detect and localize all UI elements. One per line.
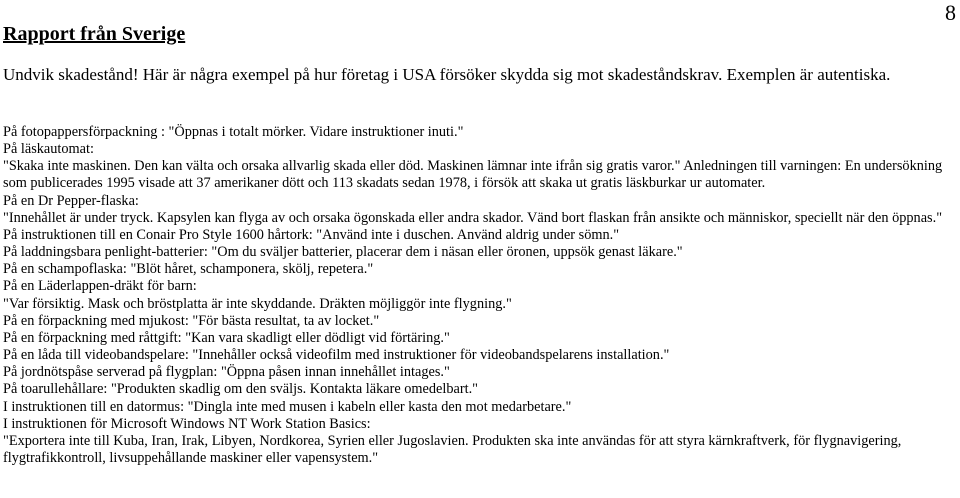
report-title: Rapport från Sverige [3, 23, 186, 45]
example-line: På läskautomat: [3, 141, 94, 158]
example-line: På en förpackning med mjukost: "För bästa resultat, ta av locket." [3, 312, 380, 329]
example-line: "Var försiktig. Mask och bröstplatta är inte skyddande. Dräkten möjliggör inte flygning." [3, 295, 512, 312]
example-line: "Exportera inte till Kuba, Iran, Irak, Libyen, Nordkorea, Syrien eller Jugoslavien. Produkten ska inte användas för att styra kärnkraftverk, för flygnavigering, flygtrafikkontroll, livsuppehållande maskiner eller vapensystem." [3, 432, 902, 466]
example-line: På en schampoflaska: "Blöt håret, schamponera, skölj, repetera." [3, 261, 374, 278]
example-line: "Innehållet är under tryck. Kapsylen kan flyga av och orsaka ögonskada eller andra skador. Vänd bort flaskan från ansikte och människor, speciellt när den öppnas." [3, 209, 943, 226]
example-line: På instruktionen till en Conair Pro Style 1600 hårtork: "Använd inte i duschen. Använd aldrig under sömn." [3, 226, 620, 243]
example-line: På en Dr Pepper-flaska: [3, 192, 139, 209]
examples-list [3, 124, 955, 467]
example-line: På laddningsbara penlight-batterier: "Om du sväljer batterier, placerar dem i näsan eller öronen, uppsök genast läkare." [3, 244, 683, 261]
intro-paragraph: Undvik skadestånd! Här är några exempel på hur företag i USA försöker skydda sig mot skadeståndskrav. Exemplen är autentiska. [3, 65, 891, 84]
example-line: På fotopappersförpackning : "Öppnas i totalt mörker. Vidare instruktioner inuti." [3, 124, 464, 140]
example-line: På toarullehållare: "Produkten skadlig om den sväljs. Kontakta läkare omedelbart." [3, 381, 478, 398]
example-line: I instruktionen till en datormus: "Dingla inte med musen i kabeln eller kasta den mot medarbetare." [3, 398, 572, 415]
example-line: På en låda till videobandspelare: "Innehåller också videofilm med instruktioner för videobandspelarens installation." [3, 347, 670, 364]
example-line: "Skaka inte maskinen. Den kan välta och orsaka allvarlig skada eller död. Maskinen lämnar inte ifrån sig gratis varor." Anledningen till varningen: En undersökning som publicerades 1995 visade att 37 amerikaner dött och 113 skadats sedan 1978, i försök att skaka ut gratis läskburkar ur automater. [3, 158, 943, 192]
example-line: På jordnötspåse serverad på flygplan: "Öppna påsen innan innehållet intages." [3, 364, 450, 381]
page-number: 8 [945, 0, 956, 25]
example-line: På en Läderlappen-dräkt för barn: [3, 278, 197, 295]
example-line: På en förpackning med råttgift: "Kan vara skadligt eller dödligt vid förtäring." [3, 329, 450, 346]
example-line: I instruktionen för Microsoft Windows NT Work Station Basics: [3, 415, 371, 432]
